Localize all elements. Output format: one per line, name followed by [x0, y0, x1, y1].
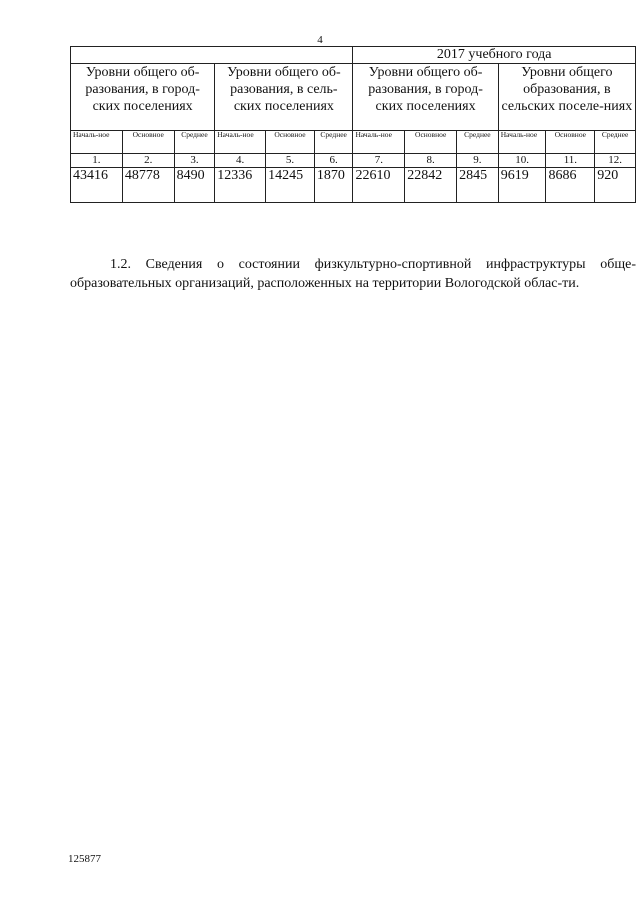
value-cell: 12336 — [215, 168, 266, 203]
column-number: 7. — [353, 154, 405, 168]
level-label: Началь-ное — [498, 131, 546, 154]
column-number: 2. — [122, 154, 174, 168]
page-number: 4 — [317, 34, 323, 46]
level-label: Началь-ное — [71, 131, 123, 154]
value-cell: 8490 — [174, 168, 215, 203]
group-header: Уровни общего об-разования, в город-ских поселениях — [353, 64, 498, 131]
column-number: 1. — [71, 154, 123, 168]
group-header: Уровни общего об-разования, в сель-ских поселениях — [215, 64, 353, 131]
value-cell: 8686 — [546, 168, 595, 203]
value-cell: 1870 — [314, 168, 353, 203]
blank-header-cell — [71, 47, 353, 64]
column-number: 6. — [314, 154, 353, 168]
value-cell: 22842 — [405, 168, 457, 203]
group-header-row — [71, 64, 636, 131]
level-label: Среднее — [457, 131, 499, 154]
year-header-row — [71, 47, 636, 64]
value-cell: 2845 — [457, 168, 499, 203]
year-header: 2017 учебного года — [353, 47, 636, 64]
value-cell: 920 — [595, 168, 636, 203]
section-paragraph: 1.2. Сведения о состоянии физкультурно-спортивной инфраструктуры обще-образовательных организаций, расположенных на территории Вологодской облас-ти. — [70, 257, 636, 291]
group-header: Уровни общего об-разования, в город-ских поселениях — [71, 64, 215, 131]
column-number: 3. — [174, 154, 215, 168]
level-label: Среднее — [595, 131, 636, 154]
level-label: Основное — [546, 131, 595, 154]
level-label: Основное — [266, 131, 315, 154]
value-cell: 9619 — [498, 168, 546, 203]
column-number: 8. — [405, 154, 457, 168]
column-number: 5. — [266, 154, 315, 168]
level-label: Основное — [122, 131, 174, 154]
column-number: 10. — [498, 154, 546, 168]
value-cell: 48778 — [122, 168, 174, 203]
column-number: 11. — [546, 154, 595, 168]
level-label: Среднее — [174, 131, 215, 154]
document-code: 125877 — [68, 853, 101, 865]
level-label: Началь-ное — [353, 131, 405, 154]
value-cell: 22610 — [353, 168, 405, 203]
column-number: 12. — [595, 154, 636, 168]
column-number: 9. — [457, 154, 499, 168]
group-header: Уровни общего образования, в сельских поселе-ниях — [498, 64, 635, 131]
value-cell: 43416 — [71, 168, 123, 203]
value-cell: 14245 — [266, 168, 315, 203]
column-number: 4. — [215, 154, 266, 168]
value-row — [71, 168, 636, 203]
level-row — [71, 131, 636, 154]
level-label: Началь-ное — [215, 131, 266, 154]
level-label: Среднее — [314, 131, 353, 154]
level-label: Основное — [405, 131, 457, 154]
statistics-table — [70, 46, 636, 203]
column-number-row — [71, 154, 636, 168]
